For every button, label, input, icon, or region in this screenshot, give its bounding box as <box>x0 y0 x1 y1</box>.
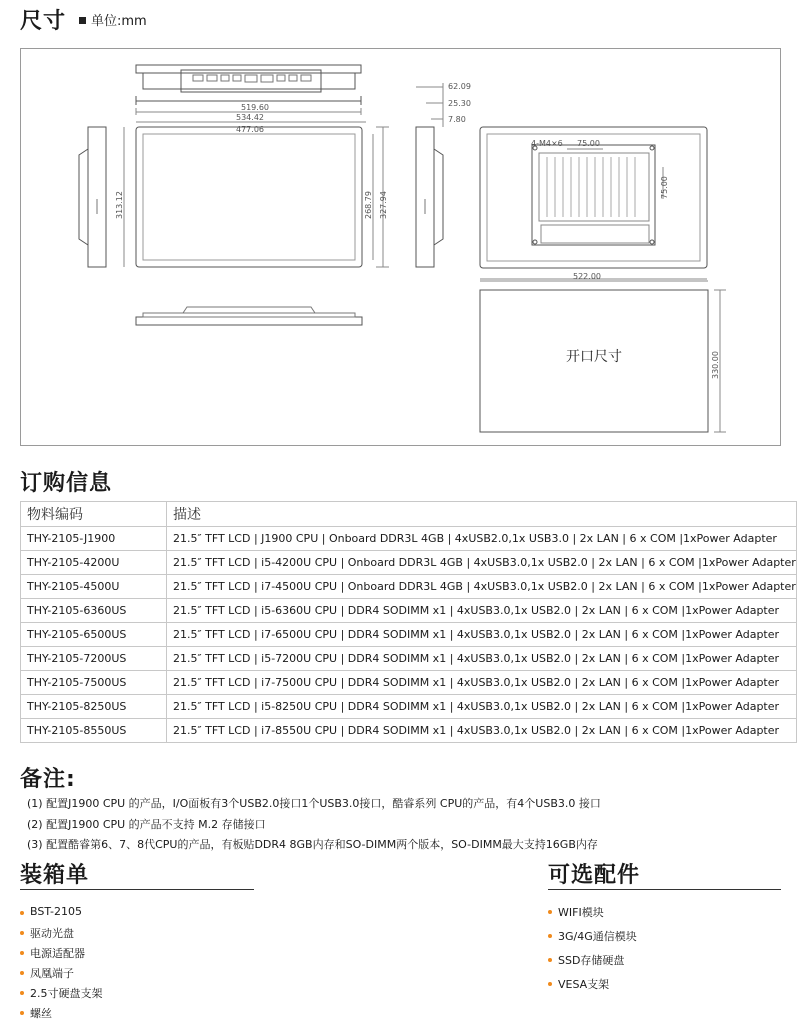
description: 21.5″ TFT LCD | i5-8250U CPU | DDR4 SODIMM x1 | 4xUSB3.0,1x USB2.0 | 2x LAN | 6 x COM |1xPower Adapter <box>167 695 797 719</box>
dim-7: 7.80 <box>448 115 466 124</box>
back-view <box>480 127 707 268</box>
table-header-row <box>21 502 797 527</box>
table-row <box>21 647 797 671</box>
dim-62: 62.09 <box>448 82 471 91</box>
dim-75a: 75.00 <box>577 139 600 148</box>
description: 21.5″ TFT LCD | i7-4500U CPU | Onboard DDR3L 4GB | 4xUSB3.0,1x USB2.0 | 2x LAN | 6 x COM |1xPower Adapter <box>167 575 797 599</box>
list-item: 凤凰端子 <box>20 965 103 985</box>
dim-268: 268.79 <box>364 191 373 219</box>
note-item: (1) 配置J1900 CPU 的产品，I/O面板有3个USB2.0接口1个USB3.0接口，酷睿系列 CPU的产品，有4个USB3.0 接口 <box>27 797 601 810</box>
right-side-view <box>416 127 443 267</box>
dimensions-title: 尺寸 <box>20 9 67 34</box>
dim-313: 313.12 <box>115 191 124 219</box>
unit-text: 单位:mm <box>91 14 147 29</box>
part-number: THY-2105-6360US <box>21 599 167 623</box>
square-bullet-icon <box>79 17 86 24</box>
table-row <box>21 527 797 551</box>
dim-327: 327.94 <box>379 191 388 219</box>
description: 21.5″ TFT LCD | i5-4200U CPU | Onboard DDR3L 4GB | 4xUSB3.0,1x USB2.0 | 2x LAN | 6 x COM |1xPower Adapter <box>167 551 797 575</box>
part-number: THY-2105-4500U <box>21 575 167 599</box>
dim-25: 25.30 <box>448 99 471 108</box>
packing-divider <box>20 889 254 890</box>
list-item: 3G/4G通信模块 <box>548 928 637 952</box>
front-view <box>136 127 362 267</box>
part-number: THY-2105-8550US <box>21 719 167 743</box>
description: 21.5″ TFT LCD | i5-7200U CPU | DDR4 SODIMM x1 | 4xUSB3.0,1x USB2.0 | 2x LAN | 6 x COM |1xPower Adapter <box>167 647 797 671</box>
header-description: 描述 <box>167 502 797 527</box>
list-item: BST-2105 <box>20 905 103 925</box>
dim-75b: 75.00 <box>660 176 669 199</box>
part-number: THY-2105-8250US <box>21 695 167 719</box>
dim-477: 477.06 <box>236 125 264 134</box>
unit-label <box>79 10 147 29</box>
part-number: THY-2105-J1900 <box>21 527 167 551</box>
ordering-table <box>20 501 797 743</box>
dim-330: 330.00 <box>711 351 720 379</box>
ordering-title: 订购信息 <box>20 471 113 496</box>
table-row <box>21 623 797 647</box>
description: 21.5″ TFT LCD | i5-6360U CPU | DDR4 SODIMM x1 | 4xUSB3.0,1x USB2.0 | 2x LAN | 6 x COM |1xPower Adapter <box>167 599 797 623</box>
left-side-view <box>79 127 106 267</box>
description: 21.5″ TFT LCD | i7-7500U CPU | DDR4 SODIMM x1 | 4xUSB3.0,1x USB2.0 | 2x LAN | 6 x COM |1xPower Adapter <box>167 671 797 695</box>
dim-519: 519.60 <box>241 103 269 112</box>
notes-title: 备注: <box>20 767 76 792</box>
description: 21.5″ TFT LCD | J1900 CPU | Onboard DDR3L 4GB | 4xUSB2.0,1x USB3.0 | 2x LAN | 6 x COM |1xPower Adapter <box>167 527 797 551</box>
description: 21.5″ TFT LCD | i7-6500U CPU | DDR4 SODIMM x1 | 4xUSB3.0,1x USB2.0 | 2x LAN | 6 x COM |1xPower Adapter <box>167 623 797 647</box>
list-item: 2.5寸硬盘支架 <box>20 985 103 1005</box>
list-item: WIFI模块 <box>548 904 637 928</box>
options-divider <box>548 889 781 890</box>
part-number: THY-2105-6500US <box>21 623 167 647</box>
part-number: THY-2105-7500US <box>21 671 167 695</box>
dim-522: 522.00 <box>573 272 601 281</box>
list-item: VESA支架 <box>548 976 637 1000</box>
list-item: 螺丝 <box>20 1005 103 1025</box>
list-item: 驱动光盘 <box>20 925 103 945</box>
note-item: (2) 配置J1900 CPU 的产品不支持 M.2 存储接口 <box>27 818 266 831</box>
drawing-frame <box>20 48 781 446</box>
options-list <box>548 904 637 1000</box>
table-row <box>21 719 797 743</box>
cutout-label: 开口尺寸 <box>566 349 622 365</box>
packing-title: 装箱单 <box>20 863 90 888</box>
table-row <box>21 671 797 695</box>
top-view <box>136 65 361 105</box>
table-row <box>21 599 797 623</box>
part-number: THY-2105-7200US <box>21 647 167 671</box>
technical-drawing <box>21 49 780 445</box>
table-row <box>21 575 797 599</box>
table-row <box>21 551 797 575</box>
dim-534: 534.42 <box>236 113 264 122</box>
table-row <box>21 695 797 719</box>
dim-m4: 4-M4×6 <box>531 139 563 148</box>
description: 21.5″ TFT LCD | i7-8550U CPU | DDR4 SODIMM x1 | 4xUSB3.0,1x USB2.0 | 2x LAN | 6 x COM |1xPower Adapter <box>167 719 797 743</box>
list-item: SSD存储硬盘 <box>548 952 637 976</box>
options-title: 可选配件 <box>548 863 641 888</box>
note-item: (3) 配置酷睿第6、7、8代CPU的产品，有板贴DDR4 8GB内存和SO-DIMM两个版本，SO-DIMM最大支持16GB内存 <box>27 838 598 851</box>
packing-list <box>20 905 103 1025</box>
part-number: THY-2105-4200U <box>21 551 167 575</box>
bottom-view <box>136 307 362 325</box>
list-item: 电源适配器 <box>20 945 103 965</box>
header-part-number: 物料编码 <box>21 502 167 527</box>
